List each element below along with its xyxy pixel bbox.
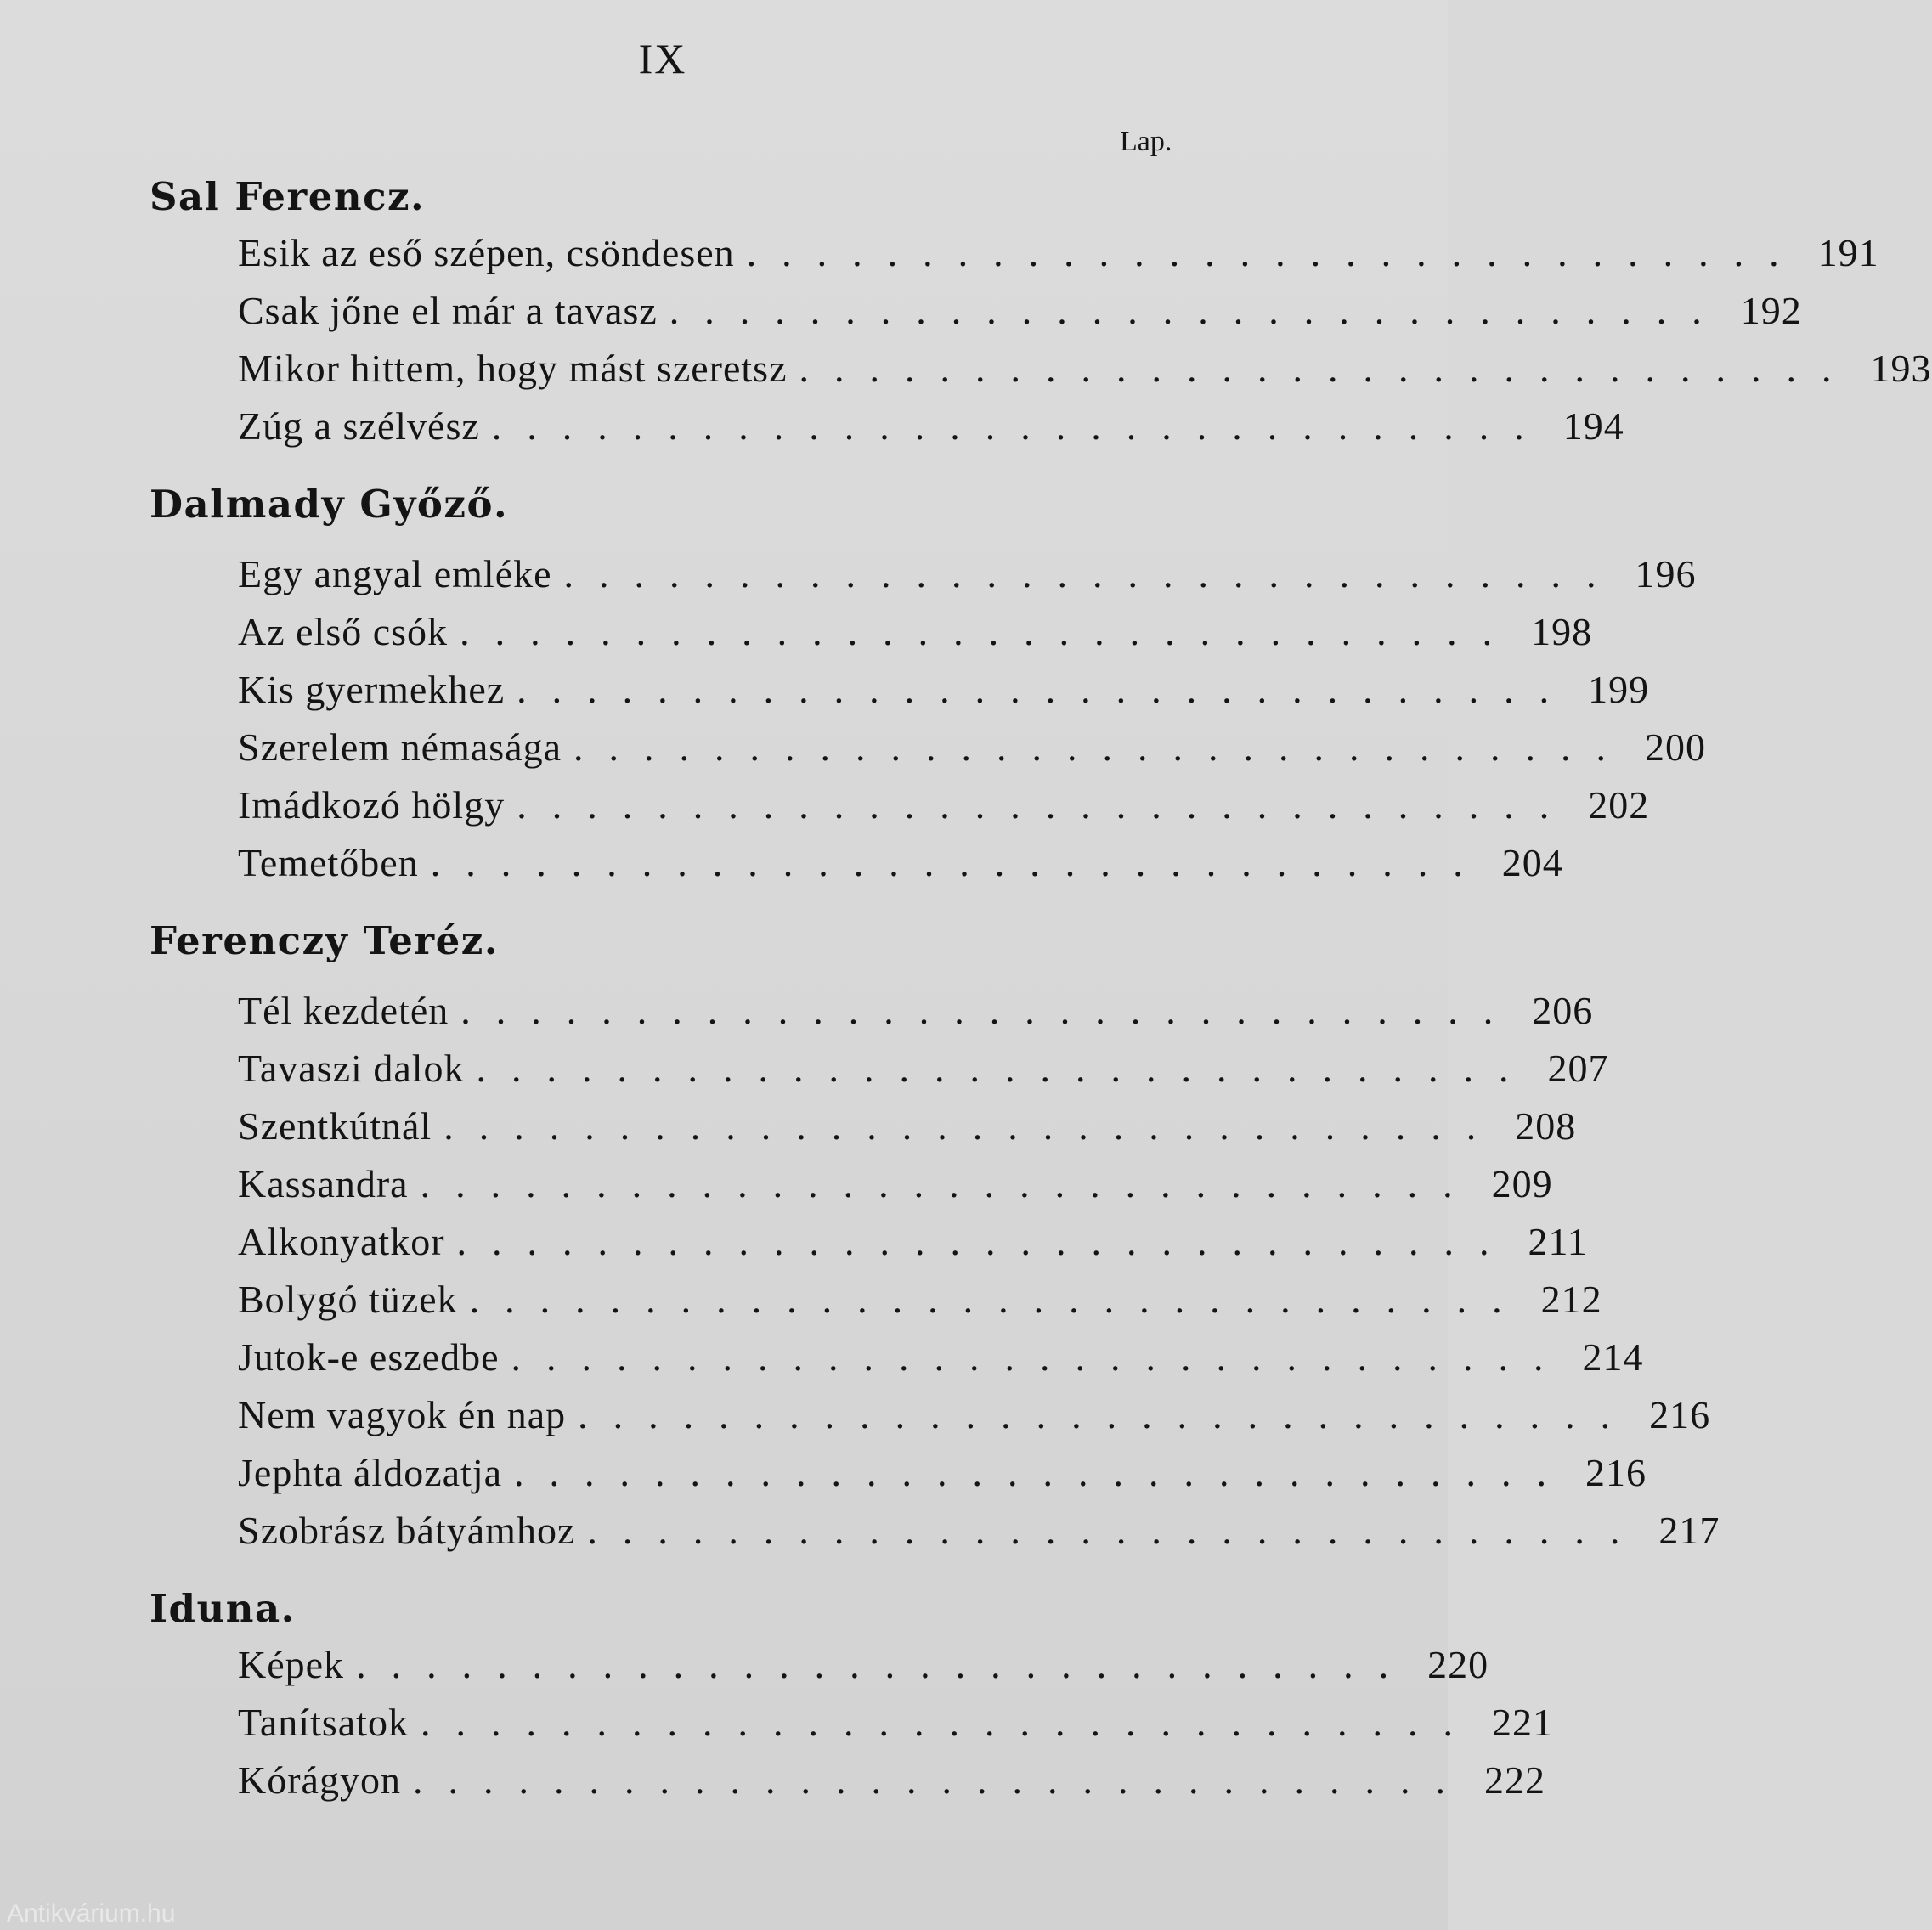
entry-page: 208 <box>1515 1104 1577 1148</box>
entry-page: 196 <box>1635 552 1697 595</box>
entry-page: 204 <box>1501 841 1563 884</box>
entry-page: 200 <box>1644 725 1706 769</box>
toc-entry <box>238 603 1593 661</box>
entry-title: Mikor hittem, hogy mást szeretsz <box>238 347 788 390</box>
toc-entry <box>238 545 1697 603</box>
dot-leader: .............................. <box>476 1047 1534 1090</box>
dot-leader: .............................. <box>573 725 1631 769</box>
toc-entry <box>238 834 1563 892</box>
toc-entry <box>238 1502 1720 1560</box>
dot-leader: .............................. <box>517 668 1575 711</box>
entry-page: 216 <box>1585 1451 1647 1494</box>
toc-entry <box>238 282 1802 340</box>
entry-title: Szerelem némasága <box>238 725 562 769</box>
toc-entry <box>238 1098 1577 1155</box>
toc-entry <box>238 776 1650 834</box>
entry-page: 220 <box>1427 1643 1489 1686</box>
toc-entry <box>238 1040 1609 1098</box>
toc-section <box>150 477 1706 892</box>
entry-title: Szobrász bátyámhoz <box>238 1509 576 1552</box>
entry-title: Imádkozó hölgy <box>238 783 506 827</box>
entry-page: 206 <box>1532 989 1594 1032</box>
entry-title: Jutok-e eszedbe <box>238 1335 500 1379</box>
entry-title: Zúg a szélvész <box>238 404 480 448</box>
toc-entry <box>238 661 1650 719</box>
dot-leader: .............................. <box>469 1278 1528 1321</box>
entry-page: 199 <box>1588 668 1650 711</box>
dot-leader: .............................. <box>578 1393 1636 1436</box>
toc-entry <box>238 1752 1545 1809</box>
toc-entry <box>238 340 1932 398</box>
entry-page: 211 <box>1528 1220 1588 1263</box>
page-column-label: Lap. <box>1120 126 1172 157</box>
dot-leader: .............................. <box>460 989 1519 1032</box>
toc-entry <box>238 1155 1553 1213</box>
section-author: Iduna. <box>150 1586 296 1631</box>
toc-entry <box>238 1386 1711 1444</box>
entry-title: Az első csók <box>238 610 449 653</box>
dot-leader: .............................. <box>412 1758 1471 1802</box>
table-of-contents <box>150 170 1932 1831</box>
entry-title: Bolygó tüzek <box>238 1278 458 1321</box>
dot-leader: .............................. <box>514 1451 1573 1494</box>
entry-page: 216 <box>1649 1393 1711 1436</box>
toc-entry <box>238 1329 1644 1386</box>
entry-title: Nem vagyok én nap <box>238 1393 567 1436</box>
toc-entry <box>238 1271 1602 1329</box>
entry-page: 212 <box>1540 1278 1602 1321</box>
dot-leader: .............................. <box>356 1643 1415 1686</box>
dot-leader: .............................. <box>443 1104 1502 1148</box>
watermark: Antikvárium.hu <box>7 1899 176 1927</box>
entry-title: Tanítsatok <box>238 1701 409 1744</box>
dot-leader: .............................. <box>799 347 1857 390</box>
entry-page: 194 <box>1562 404 1624 448</box>
dot-leader: .............................. <box>456 1220 1515 1263</box>
entry-title: Tél kezdetén <box>238 989 449 1032</box>
entry-page: 214 <box>1582 1335 1644 1379</box>
dot-leader: .............................. <box>746 231 1805 274</box>
entry-page: 207 <box>1547 1047 1609 1090</box>
entry-title: Kórágyon <box>238 1758 401 1802</box>
toc-entry <box>238 1213 1588 1271</box>
section-author: Dalmady Győző. <box>150 482 509 527</box>
toc-section <box>150 914 1720 1560</box>
entry-page: 222 <box>1483 1758 1545 1802</box>
entry-page: 191 <box>1817 231 1879 274</box>
toc-entry <box>238 982 1594 1040</box>
entry-page: 209 <box>1491 1162 1553 1205</box>
section-author: Ferenczy Teréz. <box>150 918 499 963</box>
dot-leader: .............................. <box>511 1335 1569 1379</box>
dot-leader: .............................. <box>460 610 1518 653</box>
dot-leader: .............................. <box>587 1509 1646 1552</box>
toc-entry <box>238 1694 1553 1752</box>
toc-entry <box>238 1636 1489 1694</box>
entry-page: 192 <box>1740 289 1802 332</box>
entry-title: Tavaszi dalok <box>238 1047 465 1090</box>
toc-section <box>150 1582 1553 1809</box>
entry-title: Temetőben <box>238 841 419 884</box>
entry-page: 217 <box>1658 1509 1720 1552</box>
entry-title: Kis gyermekhez <box>238 668 506 711</box>
dot-leader: .............................. <box>517 783 1575 827</box>
entry-title: Alkonyatkor <box>238 1220 445 1263</box>
dot-leader: .............................. <box>491 404 1550 448</box>
toc-entry <box>238 1444 1647 1502</box>
dot-leader: .............................. <box>563 552 1622 595</box>
dot-leader: .............................. <box>430 841 1489 884</box>
dot-leader: .............................. <box>420 1701 1478 1744</box>
entry-title: Jephta áldozatja <box>238 1451 503 1494</box>
toc-entry <box>238 719 1706 776</box>
toc-section <box>150 170 1932 455</box>
entry-title: Csak jőne el már a tavasz <box>238 289 658 332</box>
entry-title: Egy angyal emléke <box>238 552 552 595</box>
entry-page: 198 <box>1531 610 1593 653</box>
entry-page: 193 <box>1870 347 1932 390</box>
entry-page: 202 <box>1588 783 1650 827</box>
dot-leader: .............................. <box>669 289 1727 332</box>
section-author: Sal Ferencz. <box>150 174 426 219</box>
page-number: IX <box>638 35 687 82</box>
dot-leader: .............................. <box>420 1162 1478 1205</box>
entry-title: Képek <box>238 1643 345 1686</box>
toc-entry <box>238 398 1624 455</box>
entry-page: 221 <box>1491 1701 1553 1744</box>
toc-entry <box>238 224 1879 282</box>
entry-title: Szentkútnál <box>238 1104 432 1148</box>
entry-title: Esik az eső szépen, csöndesen <box>238 231 735 274</box>
entry-title: Kassandra <box>238 1162 409 1205</box>
